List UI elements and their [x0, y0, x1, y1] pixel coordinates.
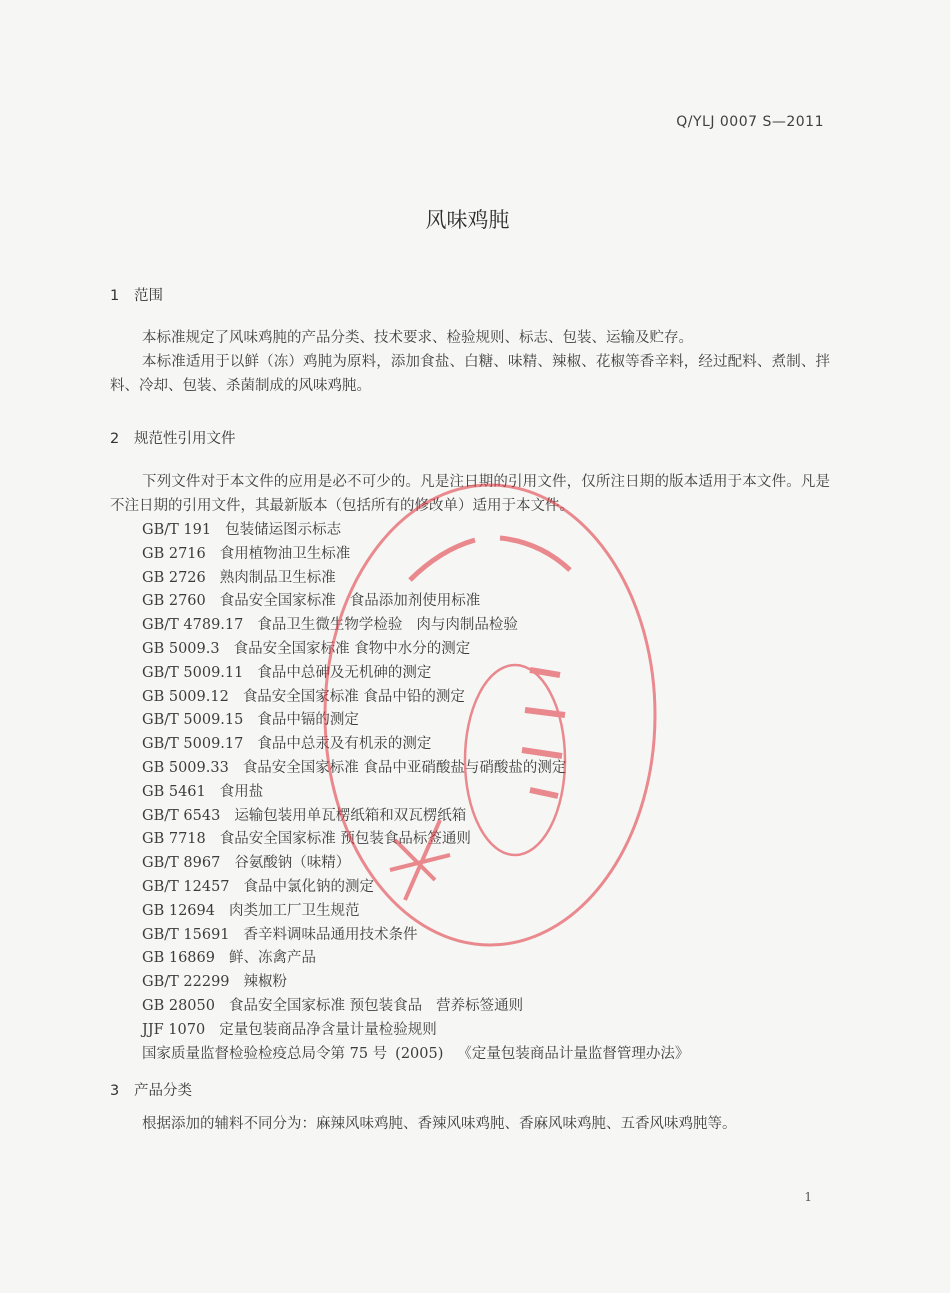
reference-title: 运输包装用单瓦楞纸箱和双瓦楞纸箱	[234, 807, 467, 824]
reference-title: 谷氨酸钠（味精）	[234, 855, 351, 872]
reference-title: 食品安全国家标准 食品中亚硝酸盐与硝酸盐的测定	[242, 759, 567, 776]
reference-item	[142, 709, 689, 733]
reference-item	[142, 757, 689, 781]
reference-code: GB 2760	[142, 593, 206, 610]
reference-item	[142, 852, 689, 876]
reference-title: 食品安全国家标准 食品中铅的测定	[242, 688, 465, 705]
reference-item	[142, 543, 689, 567]
reference-item	[142, 1019, 689, 1043]
reference-code: GB/T 12457	[142, 878, 230, 895]
reference-code: GB/T 6543	[142, 807, 221, 824]
scope-paragraph-2: 本标准适用于以鲜（冻）鸡肫为原料，添加食盐、白糖、味精、辣椒、花椒等香辛料，经过配料、煮制、拌料、冷却、包装、杀菌制成的风味鸡肫。	[110, 354, 830, 394]
page-number: 1	[804, 1190, 812, 1204]
reference-item	[142, 876, 689, 900]
reference-title-part-2: 食品添加剂使用标准	[349, 593, 481, 610]
reference-title: 香辛料调味品通用技术条件	[243, 926, 418, 943]
section-title: 范围	[134, 288, 163, 304]
reference-item	[142, 924, 689, 948]
reference-item	[142, 567, 689, 591]
reference-item	[142, 686, 689, 710]
document-code: Q/YLJ 0007 S—2011	[676, 114, 824, 130]
section-heading-classification	[110, 1079, 192, 1100]
reference-title: 食品安全国家标准 预包装食品	[228, 997, 423, 1014]
reference-code: GB 5009.3	[142, 640, 220, 657]
reference-title: 食品中总汞及有机汞的测定	[257, 736, 432, 753]
reference-title: 食品卫生微生物学检验	[257, 617, 403, 634]
reference-title: 食用盐	[219, 783, 264, 800]
reference-code: GB 5009.12	[142, 688, 229, 705]
section-title: 产品分类	[134, 1083, 192, 1099]
reference-code: GB/T 5009.11	[142, 664, 244, 681]
reference-title-part-2: 营养标签通则	[436, 997, 524, 1014]
reference-code: GB 12694	[142, 902, 215, 919]
reference-list	[142, 519, 689, 1066]
reference-title: 食品安全国家标准	[219, 593, 336, 610]
reference-item	[142, 971, 689, 995]
reference-item	[142, 900, 689, 924]
section-number: 1	[110, 288, 120, 304]
classification-paragraph: 根据添加的辅料不同分为：麻辣风味鸡肫、香辣风味鸡肫、香麻风味鸡肫、五香风味鸡肫等。	[142, 1116, 737, 1132]
reference-item	[142, 947, 689, 971]
reference-code: GB/T 8967	[142, 855, 221, 872]
reference-item	[142, 781, 689, 805]
document-title: 风味鸡肫	[425, 208, 510, 232]
reference-code: GB 2726	[142, 569, 206, 586]
reference-code: GB 7718	[142, 831, 206, 848]
reference-title: 定量包装商品净含量计量检验规则	[219, 1021, 437, 1038]
reference-title: 食品中总砷及无机砷的测定	[257, 664, 432, 681]
reference-title: 肉类加工厂卫生规范	[228, 902, 360, 919]
reference-code: GB/T 15691	[142, 926, 230, 943]
reference-code: GB 16869	[142, 950, 215, 967]
reference-title: 辣椒粉	[243, 974, 288, 991]
reference-code: GB 5009.33	[142, 759, 229, 776]
section-heading-scope	[110, 284, 163, 305]
section-title: 规范性引用文件	[134, 431, 236, 447]
reference-code: GB 28050	[142, 997, 215, 1014]
reference-title-part-2: 《定量包装商品计量监督管理办法》	[457, 1045, 690, 1062]
reference-item	[142, 519, 689, 543]
reference-item	[142, 614, 689, 638]
reference-item	[142, 995, 689, 1019]
reference-item	[142, 1043, 689, 1067]
reference-title: 鲜、冻禽产品	[228, 950, 316, 967]
section-number: 2	[110, 431, 120, 447]
reference-item	[142, 733, 689, 757]
reference-title: 熟肉制品卫生标准	[219, 569, 336, 586]
section-heading-references	[110, 427, 236, 448]
reference-title: 食品安全国家标准 食物中水分的测定	[233, 640, 471, 657]
reference-title: 食品中镉的测定	[257, 712, 359, 729]
reference-title: 食用植物油卫生标准	[219, 545, 351, 562]
reference-item	[142, 828, 689, 852]
reference-code: GB/T 4789.17	[142, 617, 244, 634]
reference-code: GB 2716	[142, 545, 206, 562]
reference-code: GB/T 5009.15	[142, 712, 244, 729]
reference-item	[142, 662, 689, 686]
reference-code: GB/T 191	[142, 522, 212, 538]
reference-item	[142, 590, 689, 614]
reference-code: GB/T 22299	[142, 974, 230, 991]
scope-paragraph-1: 本标准规定了风味鸡肫的产品分类、技术要求、检验规则、标志、包装、运输及贮存。	[142, 330, 693, 346]
reference-item	[142, 805, 689, 829]
reference-title: 食品安全国家标准 预包装食品标签通则	[219, 831, 471, 848]
reference-item	[142, 638, 689, 662]
reference-title: 食品中氯化钠的测定	[243, 878, 375, 895]
reference-title: 包装储运图示标志	[225, 522, 342, 538]
section-number: 3	[110, 1083, 120, 1099]
reference-title-part-2: 肉与肉制品检验	[416, 617, 518, 634]
reference-code: GB/T 5009.17	[142, 736, 244, 753]
reference-code: JJF 1070	[142, 1021, 206, 1038]
reference-code: 国家质量监督检验检疫总局令第 75 号	[142, 1045, 388, 1062]
reference-code: GB 5461	[142, 783, 206, 800]
references-intro: 下列文件对于本文件的应用是必不可少的。凡是注日期的引用文件，仅所注日期的版本适用于本文件。凡是不注日期的引用文件，其最新版本（包括所有的修改单）适用于本文件。	[110, 474, 830, 514]
reference-title: (2005)	[395, 1045, 444, 1062]
